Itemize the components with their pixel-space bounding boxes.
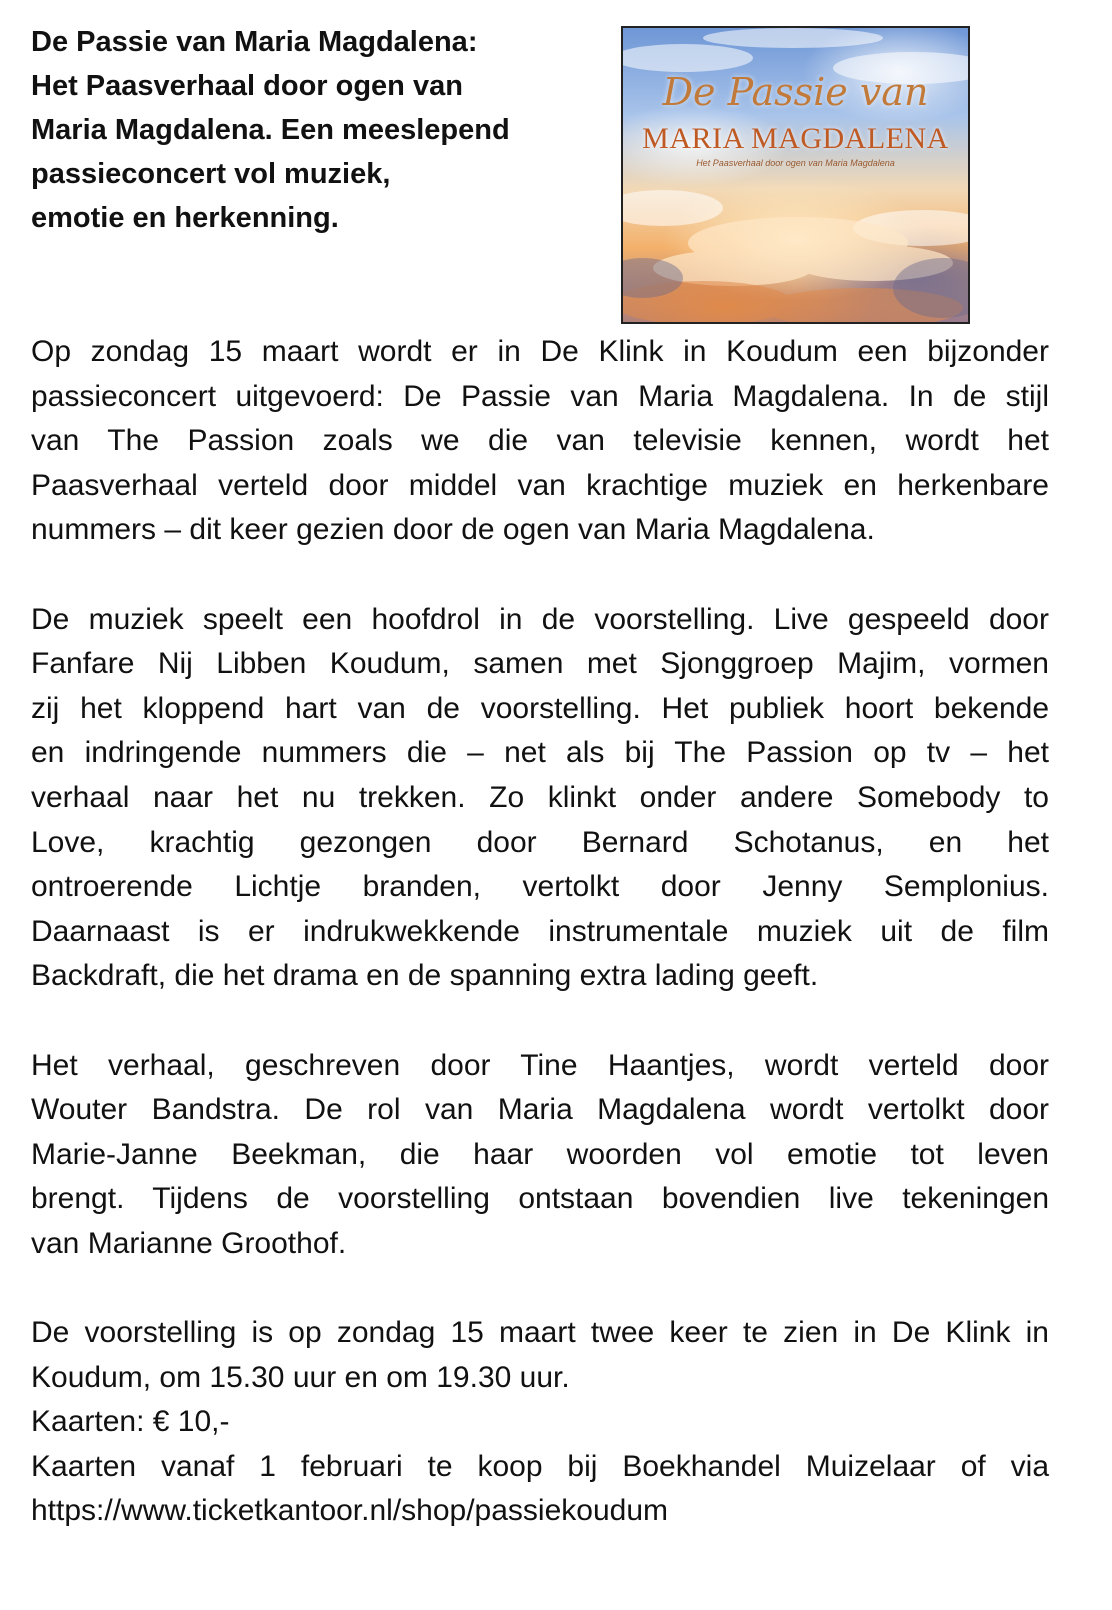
text-line: Op zondag 15 maart wordt er in De Klink in Koudum een bijzonder (31, 335, 1049, 368)
article-body (31, 330, 1049, 1534)
text-line: passieconcert uitgevoerd: De Passie van Maria Magdalena. In de stijl (31, 379, 1049, 413)
headline-line: emotie en herkenning. (31, 202, 339, 234)
text-line: Paasverhaal verteld door middel van krachtige muziek en herkenbare (31, 468, 1049, 502)
paragraph-intro (31, 330, 1049, 553)
event-info (31, 1311, 1049, 1534)
article-headline (31, 20, 591, 240)
headline-line: passieconcert vol muziek, (31, 158, 391, 190)
text-line: Backdraft, die het drama en de spanning extra lading geeft. (31, 959, 819, 993)
poster-subtitle: Het Paasverhaal door ogen van Maria Magdalena (696, 158, 895, 168)
text-line: Love, krachtig gezongen door Bernard Schotanus, en het (31, 825, 1049, 859)
ticket-sales-line: Kaarten vanaf 1 februari te koop bij Boekhandel Muizelaar of via (31, 1449, 1049, 1483)
headline-line: Maria Magdalena. Een meeslepend (31, 114, 510, 146)
paragraph-story (31, 1044, 1049, 1267)
text-line: Marie-Janne Beekman, die haar woorden vol emotie tot leven (31, 1137, 1049, 1171)
text-line: zij het kloppend hart van de voorstelling. Het publiek hoort bekende (31, 691, 1049, 725)
ticket-url-link[interactable]: https://www.ticketkantoor.nl/shop/passiekoudum (31, 1494, 669, 1528)
text-line: van Marianne Groothof. (31, 1226, 347, 1260)
text-line: brengt. Tijdens de voorstelling ontstaan bovendien live tekeningen (31, 1182, 1049, 1216)
text-line: Wouter Bandstra. De rol van Maria Magdalena wordt vertolkt door (31, 1093, 1049, 1127)
headline-line: Het Paasverhaal door ogen van (31, 70, 463, 102)
text-line: De muziek speelt een hoofdrol in de voorstelling. Live gespeeld door (31, 602, 1049, 636)
poster-title-script: De Passie van (662, 70, 929, 114)
text-line: en indringende nummers die – net als bij The Passion op tv – het (31, 736, 1049, 770)
text-line: Fanfare Nij Libben Koudum, samen met Sjonggroep Majim, vormen (31, 647, 1049, 681)
ticket-price: Kaarten: € 10,- (31, 1405, 230, 1439)
text-line: verhaal naar het nu trekken. Zo klinkt onder andere Somebody to (31, 780, 1049, 814)
text-line: van The Passion zoals we die van televisie kennen, wordt het (31, 424, 1049, 458)
event-time-line: Koudum, om 15.30 uur en om 19.30 uur. (31, 1360, 570, 1394)
text-line: Daarnaast is er indrukwekkende instrumentale muziek uit de film (31, 914, 1049, 948)
text-line: Het verhaal, geschreven door Tine Haantjes, wordt verteld door (31, 1048, 1049, 1082)
event-date-line: De voorstelling is op zondag 15 maart twee keer te zien in De Klink in (31, 1316, 1049, 1350)
paragraph-music (31, 598, 1049, 999)
poster-image (621, 26, 970, 324)
text-line: nummers – dit keer gezien door de ogen van Maria Magdalena. (31, 513, 875, 547)
headline-line: De Passie van Maria Magdalena: (31, 26, 478, 58)
poster-title-main: MARIA MAGDALENA (642, 122, 949, 155)
text-line: ontroerende Lichtje branden, vertolkt door Jenny Semplonius. (31, 870, 1049, 904)
